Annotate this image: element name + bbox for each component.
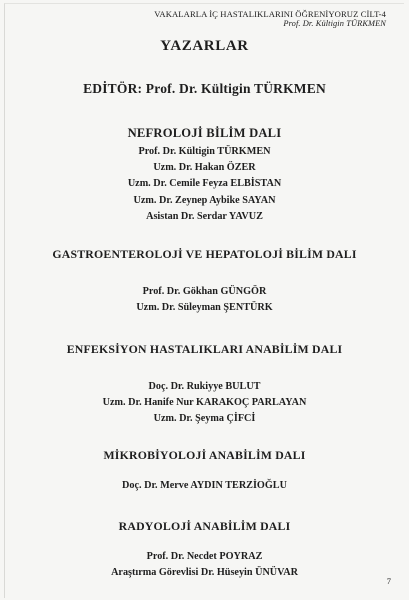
member-list [0, 379, 409, 428]
running-head [106, 9, 386, 29]
member-name: Prof. Dr. Necdet POYRAZ [146, 551, 263, 562]
member-name: Uzm. Dr. Hakan ÖZER [153, 162, 256, 174]
department-title: GASTROENTEROLOJİ VE HEPATOLOJİ BİLİM DALI [52, 247, 357, 261]
member-name: Araştırma Görevlisi Dr. Hüseyin ÜNÜVAR [111, 567, 298, 579]
member-name: Uzm. Dr. Zeynep Aybike SAYAN [133, 194, 276, 206]
department-infectious-diseases [0, 341, 409, 428]
member-name: Doç. Dr. Rukiyye BULUT [148, 381, 261, 392]
page-title: YAZARLAR [160, 38, 249, 54]
editor-line: EDİTÖR: Prof. Dr. Kültigin TÜRKMEN [83, 81, 326, 96]
department-radiology [0, 518, 409, 581]
department-nephrology [0, 125, 409, 225]
member-list [0, 478, 409, 494]
department-title: NEFROLOJİ BİLİM DALI [127, 126, 282, 140]
member-list [0, 144, 409, 225]
department-gastroenterology [0, 246, 409, 316]
member-name: Prof. Dr. Kültigin TÜRKMEN [138, 146, 271, 157]
department-title: ENFEKSİYON HASTALIKLARI ANABİLİM DALI [66, 342, 343, 356]
running-head-book-title: VAKALARLA İÇ HASTALIKLARINI ÖĞRENİYORUZ CİLT-4 [154, 9, 386, 19]
page-number: 7 [386, 576, 391, 586]
department-microbiology [0, 447, 409, 494]
department-title: MİKROBİYOLOJİ ANABİLİM DALI [103, 448, 306, 462]
member-name: Uzm. Dr. Cemile Feyza ELBİSTAN [127, 178, 282, 190]
member-name: Prof. Dr. Gökhan GÜNGÖR [142, 286, 267, 297]
running-head-editor: Prof. Dr. Kültigin TÜRKMEN [283, 19, 386, 28]
member-name: Asistan Dr. Serdar YAVUZ [146, 210, 263, 222]
member-name: Uzm. Dr. Süleyman ŞENTÜRK [136, 302, 273, 314]
member-list [0, 284, 409, 316]
department-title: RADYOLOJİ ANABİLİM DALI [118, 519, 291, 533]
member-list [0, 549, 409, 581]
member-name: Uzm. Dr. Şeyma ÇİFCİ [153, 413, 256, 425]
member-name: Doç. Dr. Merve AYDIN TERZİOĞLU [122, 480, 287, 491]
member-name: Uzm. Dr. Hanife Nur KARAKOÇ PARLAYAN [102, 397, 307, 409]
